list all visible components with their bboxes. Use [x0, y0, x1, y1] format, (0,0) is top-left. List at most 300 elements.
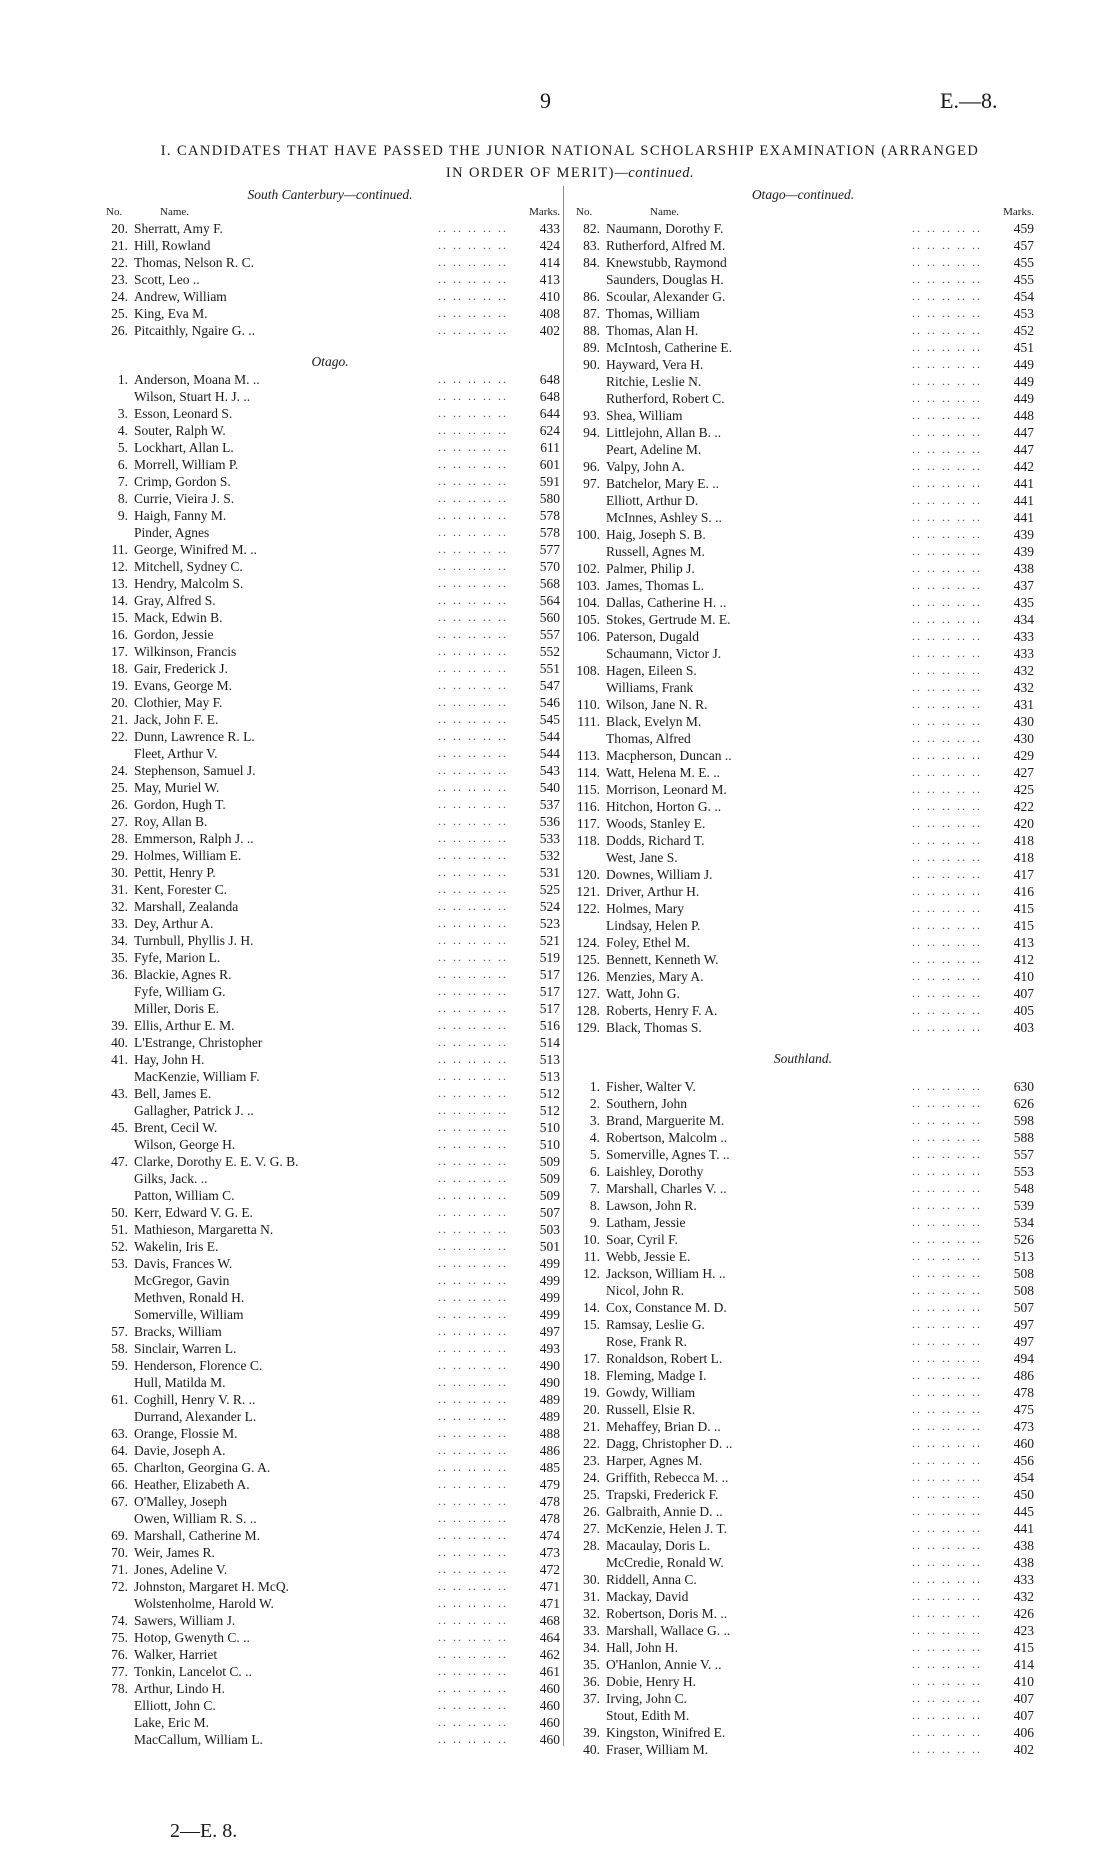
candidate-number: 103.	[576, 578, 600, 593]
candidate-marks: 588	[1013, 1130, 1034, 1145]
leader-dots: .. .. .. .. ..	[438, 1222, 508, 1236]
candidate-marks: 513	[1013, 1249, 1034, 1264]
list-item	[100, 1510, 560, 1527]
list-item	[572, 543, 1034, 560]
list-item	[572, 339, 1034, 356]
list-item	[572, 1656, 1034, 1673]
candidate-name: Stokes, Gertrude M. E.	[606, 612, 731, 627]
candidate-number: 1.	[117, 372, 128, 387]
list-item	[100, 220, 560, 237]
otago-list	[100, 371, 560, 1748]
candidate-name: Sinclair, Warren L.	[134, 1341, 237, 1356]
candidate-marks: 517	[539, 984, 560, 999]
list-item	[572, 441, 1034, 458]
otago-continued-heading-text: Otago—continued.	[751, 187, 855, 202]
leader-dots: .. .. .. .. ..	[912, 1198, 982, 1212]
candidate-marks: 513	[539, 1069, 560, 1084]
list-item	[100, 1272, 560, 1289]
candidate-marks: 450	[1013, 1487, 1034, 1502]
page-footer: 2—E. 8.	[170, 1820, 238, 1842]
list-item	[100, 1714, 560, 1731]
leader-dots: .. .. .. .. ..	[912, 442, 982, 456]
candidate-number: 21.	[583, 1419, 600, 1434]
candidate-number: 4.	[589, 1130, 600, 1145]
leader-dots: .. .. .. .. ..	[438, 508, 508, 522]
candidate-name: Thomas, Alan H.	[606, 323, 699, 338]
candidate-number: 32.	[583, 1606, 600, 1621]
list-item	[100, 643, 560, 660]
list-item	[100, 1153, 560, 1170]
candidate-marks: 471	[539, 1579, 560, 1594]
candidate-number: 12.	[111, 559, 128, 574]
southland-list	[572, 1078, 1034, 1758]
leader-dots: .. .. .. .. ..	[438, 729, 508, 743]
candidate-name: Menzies, Mary A.	[606, 969, 704, 984]
candidate-name: James, Thomas L.	[606, 578, 704, 593]
candidate-number: 17.	[583, 1351, 600, 1366]
leader-dots: .. .. .. .. ..	[912, 697, 982, 711]
candidate-number: 36.	[583, 1674, 600, 1689]
list-item	[100, 898, 560, 915]
leader-dots: .. .. .. .. ..	[912, 782, 982, 796]
candidate-number: 21.	[111, 238, 128, 253]
list-item	[572, 1112, 1034, 1129]
candidate-number: 118.	[576, 833, 600, 848]
candidate-marks: 570	[539, 559, 560, 574]
candidate-number: 39.	[111, 1018, 128, 1033]
list-item	[572, 475, 1034, 492]
candidate-name: Lake, Eric M.	[134, 1715, 209, 1730]
list-item	[100, 626, 560, 643]
candidate-name: Thomas, Nelson R. C.	[134, 255, 254, 270]
list-item	[100, 1646, 560, 1663]
candidate-name: Gordon, Hugh T.	[134, 797, 226, 812]
list-item	[100, 1544, 560, 1561]
candidate-name: Roberts, Henry F. A.	[606, 1003, 718, 1018]
list-item	[100, 490, 560, 507]
list-item	[572, 288, 1034, 305]
leader-dots: .. .. .. .. ..	[438, 1256, 508, 1270]
candidate-marks: 407	[1013, 1691, 1034, 1706]
list-item	[100, 1000, 560, 1017]
candidate-marks: 598	[1013, 1113, 1034, 1128]
list-item	[572, 560, 1034, 577]
list-item	[572, 407, 1034, 424]
candidate-name: Dallas, Catherine H. ..	[606, 595, 727, 610]
candidate-number: 24.	[583, 1470, 600, 1485]
candidate-number: 34.	[583, 1640, 600, 1655]
list-item	[572, 1707, 1034, 1724]
leader-dots: .. .. .. .. ..	[912, 578, 982, 592]
candidate-marks: 418	[1013, 850, 1034, 865]
leader-dots: .. .. .. .. ..	[438, 1290, 508, 1304]
candidate-name: Rutherford, Alfred M.	[606, 238, 726, 253]
list-item	[572, 611, 1034, 628]
leader-dots: .. .. .. .. ..	[912, 340, 982, 354]
leader-dots: .. .. .. .. ..	[912, 1606, 982, 1620]
candidate-name: Anderson, Moana M. ..	[134, 372, 260, 387]
candidate-number: 14.	[111, 593, 128, 608]
list-item	[100, 288, 560, 305]
candidate-name: Mathieson, Margaretta N.	[134, 1222, 274, 1237]
candidate-marks: 537	[539, 797, 560, 812]
candidate-name: MacKenzie, William F.	[134, 1069, 260, 1084]
candidate-name: Owen, William R. S. ..	[134, 1511, 257, 1526]
leader-dots: .. .. .. .. ..	[912, 1640, 982, 1654]
candidate-name: Driver, Arthur H.	[606, 884, 700, 899]
list-item	[100, 1442, 560, 1459]
list-item	[100, 779, 560, 796]
candidate-number: 127.	[576, 986, 600, 1001]
leader-dots: .. .. .. .. ..	[912, 1521, 982, 1535]
candidate-number: 28.	[111, 831, 128, 846]
candidate-marks: 441	[1013, 1521, 1034, 1536]
candidate-number: 116.	[576, 799, 600, 814]
candidate-number: 25.	[111, 780, 128, 795]
leader-dots: .. .. .. .. ..	[438, 1409, 508, 1423]
leader-dots: .. .. .. .. ..	[438, 1171, 508, 1185]
candidate-number: 25.	[583, 1487, 600, 1502]
leader-dots: .. .. .. .. ..	[912, 493, 982, 507]
candidate-number: 59.	[111, 1358, 128, 1373]
list-item	[572, 492, 1034, 509]
leader-dots: .. .. .. .. ..	[912, 1283, 982, 1297]
candidate-marks: 416	[1013, 884, 1034, 899]
leader-dots: .. .. .. .. ..	[438, 1341, 508, 1355]
leader-dots: .. .. .. .. ..	[438, 1613, 508, 1627]
candidate-marks: 462	[539, 1647, 560, 1662]
candidate-marks: 519	[539, 950, 560, 965]
candidate-name: Williams, Frank	[606, 680, 694, 695]
leader-dots: .. .. .. .. ..	[438, 797, 508, 811]
candidate-marks: 454	[1013, 289, 1034, 304]
col-no-label-right: No.	[576, 206, 593, 218]
leader-dots: .. .. .. .. ..	[438, 1494, 508, 1508]
list-item	[100, 558, 560, 575]
candidate-name: Mehaffey, Brian D. ..	[606, 1419, 721, 1434]
list-item	[572, 509, 1034, 526]
candidate-name: Robertson, Doris M. ..	[606, 1606, 728, 1621]
candidate-marks: 630	[1013, 1079, 1034, 1094]
candidate-number: 77.	[111, 1664, 128, 1679]
col-name-label: Name.	[160, 206, 190, 218]
leader-dots: .. .. .. .. ..	[438, 1477, 508, 1491]
leader-dots: .. .. .. .. ..	[438, 1715, 508, 1729]
list-item	[572, 781, 1034, 798]
leader-dots: .. .. .. .. ..	[912, 1691, 982, 1705]
candidate-name: Lawson, John R.	[606, 1198, 697, 1213]
candidate-number: 45.	[111, 1120, 128, 1135]
candidate-marks: 478	[1013, 1385, 1034, 1400]
leader-dots: .. .. .. .. ..	[438, 323, 508, 337]
candidate-name: Ramsay, Leslie G.	[606, 1317, 705, 1332]
leader-dots: .. .. .. .. ..	[438, 1460, 508, 1474]
leader-dots: .. .. .. .. ..	[912, 935, 982, 949]
candidate-number: 3.	[117, 406, 128, 421]
list-item	[100, 371, 560, 388]
candidate-number: 50.	[111, 1205, 128, 1220]
candidate-name: Elliott, John C.	[134, 1698, 216, 1713]
left-column-header	[100, 204, 560, 220]
candidate-name: Roy, Allan B.	[134, 814, 208, 829]
candidate-marks: 547	[539, 678, 560, 693]
candidate-marks: 407	[1013, 986, 1034, 1001]
leader-dots: .. .. .. .. ..	[912, 867, 982, 881]
candidate-name: May, Muriel W.	[134, 780, 220, 795]
leader-dots: .. .. .. .. ..	[912, 986, 982, 1000]
leader-dots: .. .. .. .. ..	[438, 712, 508, 726]
leader-dots: .. .. .. .. ..	[438, 1188, 508, 1202]
candidate-marks: 457	[1013, 238, 1034, 253]
leader-dots: .. .. .. .. ..	[912, 646, 982, 660]
candidate-marks: 448	[1013, 408, 1034, 423]
candidate-name: Black, Evelyn M.	[606, 714, 702, 729]
candidate-marks: 499	[539, 1256, 560, 1271]
list-item	[100, 1629, 560, 1646]
candidate-name: Brand, Marguerite M.	[606, 1113, 725, 1128]
list-item	[100, 473, 560, 490]
list-item	[572, 866, 1034, 883]
candidate-number: 26.	[111, 323, 128, 338]
candidate-name: Esson, Leonard S.	[134, 406, 233, 421]
list-item	[572, 1384, 1034, 1401]
candidate-number: 13.	[111, 576, 128, 591]
leader-dots: .. .. .. .. ..	[438, 1358, 508, 1372]
candidate-marks: 544	[539, 746, 560, 761]
candidate-name: Scoular, Alexander G.	[606, 289, 726, 304]
list-item	[572, 1401, 1034, 1418]
list-item	[572, 730, 1034, 747]
candidate-marks: 445	[1013, 1504, 1034, 1519]
leader-dots: .. .. .. .. ..	[438, 848, 508, 862]
leader-dots: .. .. .. .. ..	[438, 1732, 508, 1746]
candidate-name: Haigh, Fanny M.	[134, 508, 227, 523]
candidate-name: Fraser, William M.	[606, 1742, 709, 1757]
candidate-marks: 403	[1013, 1020, 1034, 1035]
otago-continued-heading	[572, 186, 1034, 204]
candidate-number: 36.	[111, 967, 128, 982]
candidate-marks: 578	[539, 525, 560, 540]
list-item	[100, 609, 560, 626]
candidate-number: 20.	[111, 695, 128, 710]
leader-dots: .. .. .. .. ..	[912, 1334, 982, 1348]
list-item	[100, 915, 560, 932]
candidate-marks: 459	[1013, 221, 1034, 236]
list-item	[100, 983, 560, 1000]
candidate-marks: 430	[1013, 731, 1034, 746]
list-item	[572, 577, 1034, 594]
candidate-marks: 435	[1013, 595, 1034, 610]
leader-dots: .. .. .. .. ..	[438, 831, 508, 845]
leader-dots: .. .. .. .. ..	[912, 1470, 982, 1484]
list-item	[100, 1255, 560, 1272]
candidate-marks: 437	[1013, 578, 1034, 593]
leader-dots: .. .. .. .. ..	[438, 559, 508, 573]
candidate-number: 31.	[111, 882, 128, 897]
candidate-marks: 508	[1013, 1283, 1034, 1298]
candidate-marks: 413	[1013, 935, 1034, 950]
candidate-name: O'Hanlon, Annie V. ..	[606, 1657, 722, 1672]
candidate-marks: 533	[539, 831, 560, 846]
candidate-marks: 578	[539, 508, 560, 523]
candidate-number: 14.	[583, 1300, 600, 1315]
candidate-name: Coghill, Henry V. R. ..	[134, 1392, 256, 1407]
leader-dots: .. .. .. .. ..	[912, 238, 982, 252]
candidate-name: Hendry, Malcolm S.	[134, 576, 244, 591]
candidate-number: 7.	[589, 1181, 600, 1196]
leader-dots: .. .. .. .. ..	[438, 1545, 508, 1559]
candidate-number: 96.	[583, 459, 600, 474]
leader-dots: .. .. .. .. ..	[912, 1300, 982, 1314]
leader-dots: .. .. .. .. ..	[438, 389, 508, 403]
candidate-name: Andrew, William	[134, 289, 227, 304]
leader-dots: .. .. .. .. ..	[438, 610, 508, 624]
list-item	[100, 1697, 560, 1714]
candidate-number: 22.	[111, 255, 128, 270]
candidate-name: Harper, Agnes M.	[606, 1453, 703, 1468]
candidate-marks: 424	[539, 238, 560, 253]
candidate-name: King, Eva M.	[134, 306, 208, 321]
leader-dots: .. .. .. .. ..	[438, 1375, 508, 1389]
candidate-number: 22.	[111, 729, 128, 744]
candidate-number: 65.	[111, 1460, 128, 1475]
col-marks-label-right: Marks.	[1003, 206, 1034, 218]
leader-dots: .. .. .. .. ..	[912, 1368, 982, 1382]
candidate-name: Robertson, Malcolm ..	[606, 1130, 728, 1145]
candidate-name: Davie, Joseph A.	[134, 1443, 226, 1458]
candidate-marks: 442	[1013, 459, 1034, 474]
candidate-number: 10.	[583, 1232, 600, 1247]
candidate-number: 32.	[111, 899, 128, 914]
leader-dots: .. .. .. .. ..	[912, 918, 982, 932]
list-item	[572, 1316, 1034, 1333]
list-item	[572, 373, 1034, 390]
candidate-number: 86.	[583, 289, 600, 304]
candidate-name: Hagen, Eileen S.	[606, 663, 697, 678]
leader-dots: .. .. .. .. ..	[438, 1154, 508, 1168]
list-item	[100, 456, 560, 473]
candidate-name: McIntosh, Catherine E.	[606, 340, 732, 355]
leader-dots: .. .. .. .. ..	[438, 1205, 508, 1219]
list-item	[100, 524, 560, 541]
list-item	[100, 1578, 560, 1595]
candidate-marks: 449	[1013, 357, 1034, 372]
candidate-number: 20.	[583, 1402, 600, 1417]
leader-dots: .. .. .. .. ..	[912, 1215, 982, 1229]
list-item	[100, 762, 560, 779]
leader-dots: .. .. .. .. ..	[438, 1018, 508, 1032]
candidate-marks: 402	[539, 323, 560, 338]
candidate-name: Dagg, Christopher D. ..	[606, 1436, 733, 1451]
candidate-name: Fyfe, Marion L.	[134, 950, 221, 965]
list-item	[100, 1085, 560, 1102]
candidate-name: Peart, Adeline M.	[606, 442, 702, 457]
list-item	[100, 1425, 560, 1442]
list-item	[572, 1350, 1034, 1367]
candidate-number: 72.	[111, 1579, 128, 1594]
candidate-marks: 429	[1013, 748, 1034, 763]
candidate-name: Littlejohn, Allan B. ..	[606, 425, 722, 440]
candidate-marks: 564	[539, 593, 560, 608]
leader-dots: .. .. .. .. ..	[438, 1698, 508, 1712]
candidate-number: 22.	[583, 1436, 600, 1451]
candidate-marks: 510	[539, 1120, 560, 1135]
candidate-number: 19.	[111, 678, 128, 693]
list-item	[100, 1391, 560, 1408]
candidate-number: 16.	[111, 627, 128, 642]
list-item	[572, 594, 1034, 611]
list-item	[100, 1170, 560, 1187]
leader-dots: .. .. .. .. ..	[912, 1385, 982, 1399]
candidate-marks: 534	[1013, 1215, 1034, 1230]
candidate-marks: 461	[539, 1664, 560, 1679]
list-item	[572, 1019, 1034, 1036]
candidate-marks: 432	[1013, 663, 1034, 678]
leader-dots: .. .. .. .. ..	[912, 612, 982, 626]
leader-dots: .. .. .. .. ..	[912, 1572, 982, 1586]
candidate-name: Marshall, Catherine M.	[134, 1528, 260, 1543]
candidate-number: 110.	[576, 697, 600, 712]
leader-dots: .. .. .. .. ..	[912, 1266, 982, 1280]
list-item	[572, 526, 1034, 543]
candidate-marks: 548	[1013, 1181, 1034, 1196]
candidate-name: Mackay, David	[606, 1589, 689, 1604]
list-item	[572, 1588, 1034, 1605]
list-item	[572, 764, 1034, 781]
candidate-name: Rose, Frank R.	[606, 1334, 687, 1349]
leader-dots: .. .. .. .. ..	[912, 1147, 982, 1161]
candidate-name: Somerville, William	[134, 1307, 244, 1322]
list-item	[572, 832, 1034, 849]
candidate-marks: 432	[1013, 1589, 1034, 1604]
list-item	[100, 1731, 560, 1748]
title-line-1: I. CANDIDATES THAT HAVE PASSED THE JUNIOR NATIONAL SCHOLARSHIP EXAMINATION (ARRANGED	[160, 143, 980, 159]
candidate-marks: 531	[539, 865, 560, 880]
leader-dots: .. .. .. .. ..	[438, 950, 508, 964]
candidate-marks: 441	[1013, 493, 1034, 508]
candidate-name: Nicol, John R.	[606, 1283, 685, 1298]
list-item	[100, 932, 560, 949]
candidate-number: 35.	[111, 950, 128, 965]
list-item	[572, 271, 1034, 288]
candidate-marks: 591	[539, 474, 560, 489]
candidate-marks: 431	[1013, 697, 1034, 712]
candidate-marks: 553	[1013, 1164, 1034, 1179]
list-item	[100, 592, 560, 609]
list-item	[100, 1034, 560, 1051]
candidate-name: Marshall, Zealanda	[134, 899, 239, 914]
candidate-name: Hotop, Gwenyth C. ..	[134, 1630, 250, 1645]
candidate-name: Durrand, Alexander L.	[134, 1409, 257, 1424]
leader-dots: .. .. .. .. ..	[438, 984, 508, 998]
candidate-number: 28.	[583, 1538, 600, 1553]
candidate-marks: 472	[539, 1562, 560, 1577]
leader-dots: .. .. .. .. ..	[438, 1681, 508, 1695]
list-item	[572, 424, 1034, 441]
candidate-marks: 408	[539, 306, 560, 321]
candidate-marks: 438	[1013, 561, 1034, 576]
list-item	[572, 1078, 1034, 1095]
list-item	[572, 696, 1034, 713]
candidate-marks: 512	[539, 1103, 560, 1118]
list-item	[572, 815, 1034, 832]
leader-dots: .. .. .. .. ..	[438, 1324, 508, 1338]
candidate-name: Stephenson, Samuel J.	[134, 763, 256, 778]
leader-dots: .. .. .. .. ..	[912, 221, 982, 235]
candidate-name: Gallagher, Patrick J. ..	[134, 1103, 254, 1118]
candidate-marks: 486	[1013, 1368, 1034, 1383]
candidate-number: 88.	[583, 323, 600, 338]
